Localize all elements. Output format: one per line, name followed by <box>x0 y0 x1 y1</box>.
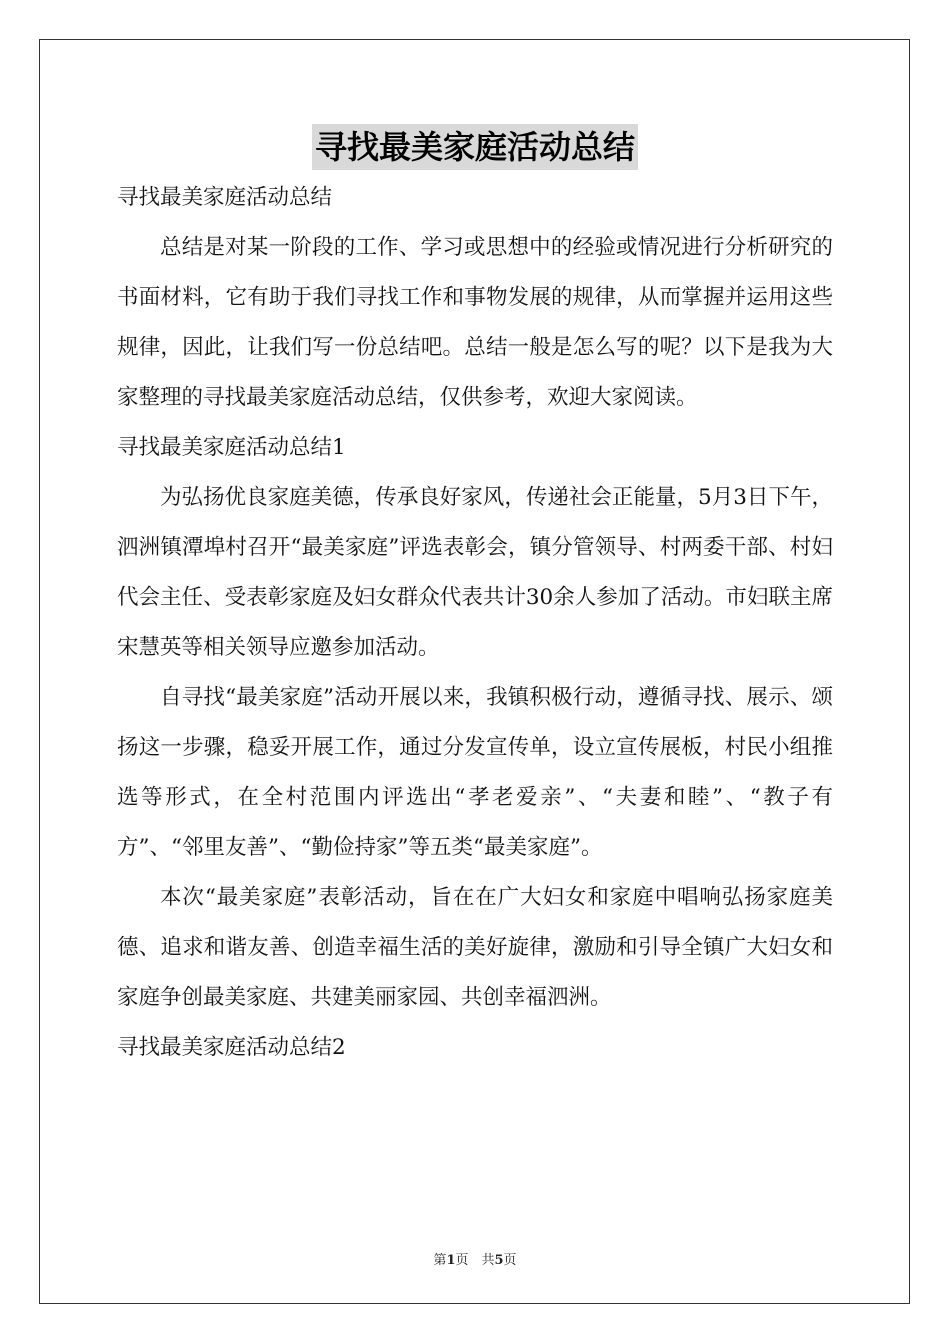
footer-prefix: 第 <box>433 1253 447 1268</box>
section-heading: 寻找最美家庭活动总结2 <box>117 1035 346 1060</box>
document-title: 寻找最美家庭活动总结 <box>312 124 638 170</box>
body-paragraph: 自寻找“最美家庭”活动开展以来，我镇积极行动，遵循寻找、展示、颂扬这一步骤，稳妥开展工作，通过分发宣传单，设立宣传展板，村民小组推选等形式，在全村范围内评选出“孝老爱亲”、“夫妻和睦”、“教子有方”、“邻里友善”、“勤俭持家”等五类“最美家庭”。 <box>117 685 833 860</box>
footer-total-pages: 5 <box>494 1253 504 1268</box>
footer-middle: 页 共 <box>455 1253 495 1268</box>
body-paragraph: 本次“最美家庭”表彰活动，旨在在广大妇女和家庭中唱响弘扬家庭美德、追求和谐友善、创造幸福生活的美好旋律，激励和引导全镇广大妇女和家庭争创最美家庭、共建美丽家园、共创幸福泗洲。 <box>117 885 833 1010</box>
body-paragraph: 为弘扬优良家庭美德，传承良好家风，传递社会正能量，5月3日下午，泗洲镇潭埠村召开“最美家庭”评选表彰会，镇分管领导、村两委干部、村妇代会主任、受表彰家庭及妇女群众代表共计30余人参加了活动。市妇联主席宋慧英等相关领导应邀参加活动。 <box>117 485 833 660</box>
title-container <box>0 124 950 170</box>
page-footer <box>0 1249 950 1268</box>
body-paragraph: 总结是对某一阶段的工作、学习或思想中的经验或情况进行分析研究的书面材料，它有助于我们寻找工作和事物发展的规律，从而掌握并运用这些规律，因此，让我们写一份总结吧。总结一般是怎么写的呢？以下是我为大家整理的寻找最美家庭活动总结，仅供参考，欢迎大家阅读。 <box>117 235 833 410</box>
footer-page-number: 1 <box>446 1253 456 1268</box>
section-heading: 寻找最美家庭活动总结 <box>117 185 333 210</box>
document-body <box>117 173 833 1073</box>
section-heading: 寻找最美家庭活动总结1 <box>117 435 346 460</box>
footer-suffix: 页 <box>503 1253 517 1268</box>
